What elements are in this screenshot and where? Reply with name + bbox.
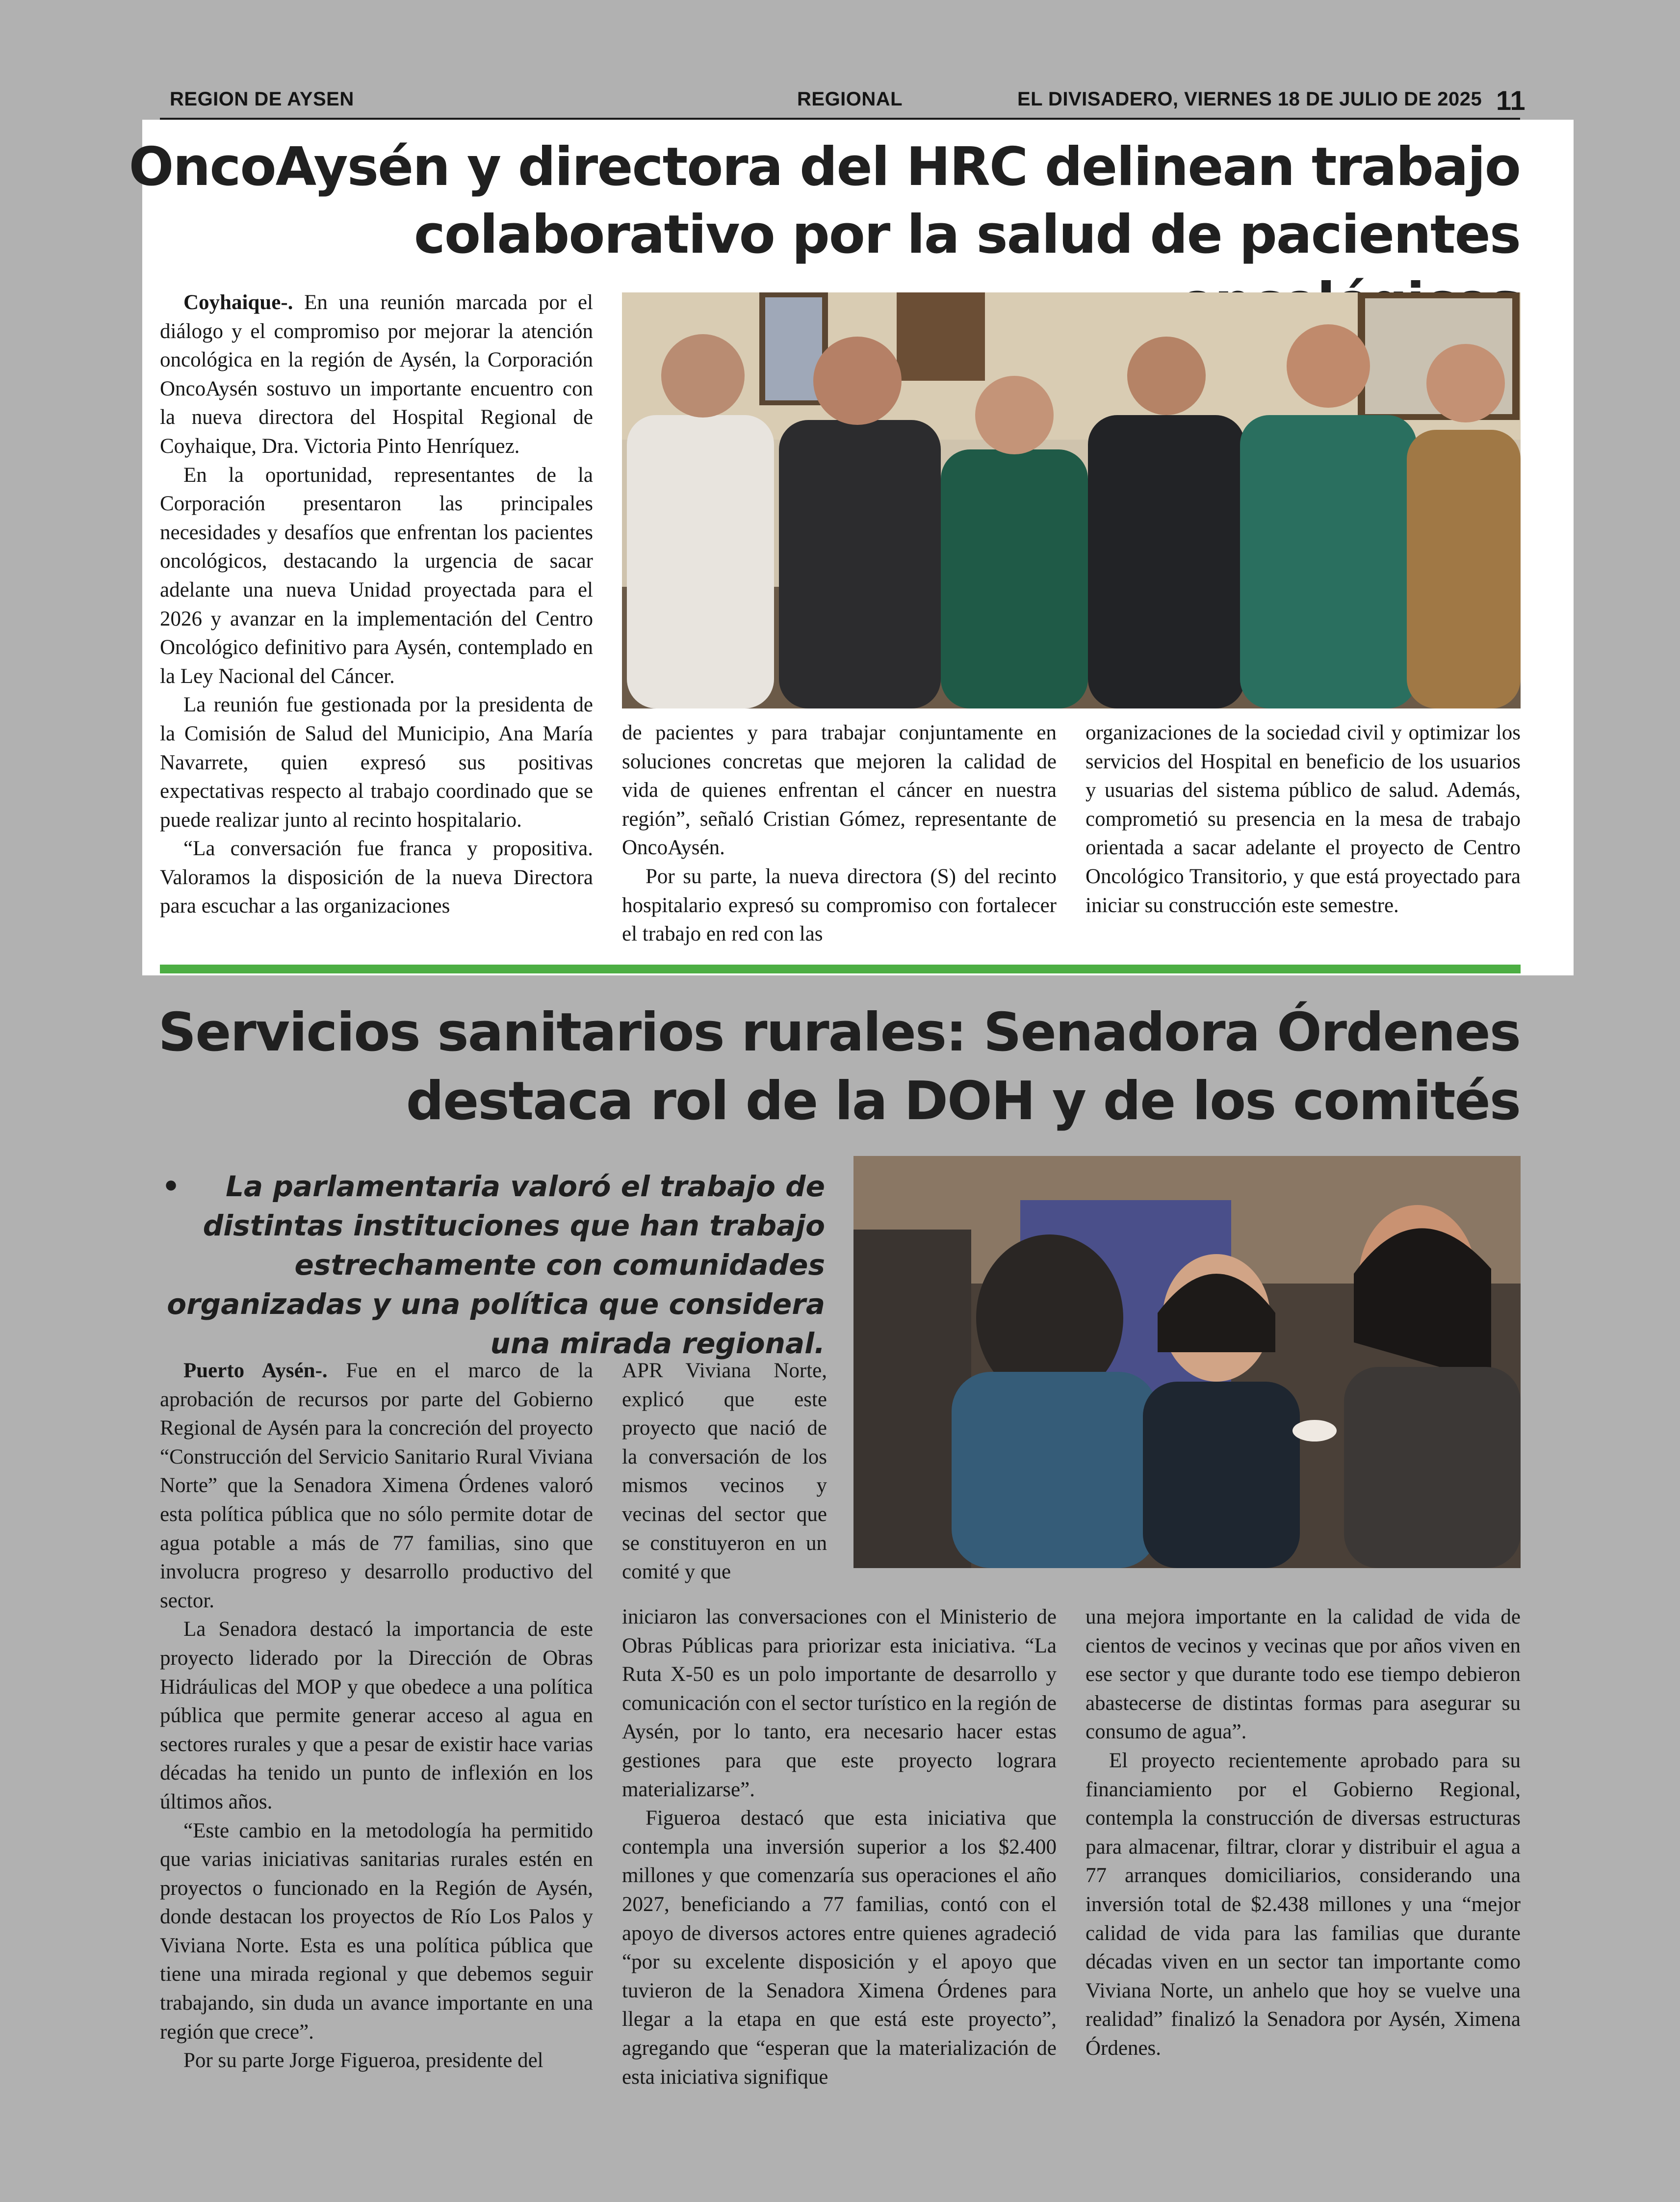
paragraph: una mejora importante en la calidad de vida de cientos de vecinos y vecinas que por años viven en ese sector y que durante todo ese tiempo debieron abastecerse de distintas formas para asegurar su consumo de agua”.: [1086, 1605, 1521, 1744]
subhead-text: La parlamentaria valoró el trabajo de distintas instituciones que han trabajo estrechamente con comunidades organizadas y una política que considera una mirada regional.: [167, 1170, 825, 1360]
article-2-column-1: [160, 1357, 593, 2075]
section-label: REGION DE AYSEN: [170, 88, 354, 110]
page-number: 11: [1496, 85, 1526, 116]
article-1-column-3: [1086, 719, 1521, 920]
paragraph: Figueroa destacó que esta iniciativa que contempla una inversión superior a los $2.400 millones y que comenzaría sus operaciones el año 2027, beneficiando a 77 familias, contó con el apoyo de diversos actores entre quienes agradeció “por su excelente disposición y el apoyo que tuvieron de la Senadora Ximena Órdenes para llegar a la etapa en que está este proyecto”, agregando que “esperan que la materialización de esta iniciativa signifique: [622, 1807, 1057, 2089]
meeting-photo-icon: [853, 1156, 1521, 1568]
bullet-icon: •: [162, 1170, 181, 1203]
article-1-dateline: Coyhaique-.: [183, 291, 293, 314]
category-label: REGIONAL: [797, 88, 903, 110]
paragraph: El proyecto recientemente aprobado para su financiamiento por el Gobierno Regional, contempla la construcción de diversas estructuras para almacenar, filtrar, clorar y distribuir el agua a 77 arranques domiciliarios, considerando una inversión total de $2.438 millones y una “mejor calidad de vida para las familias que durante décadas viven en un sector tan importante como Viviana Norte, un anhelo que hoy se vuelve una realidad” finalizó la Senadora por Aysén, Ximena Órdenes.: [1086, 1749, 1521, 2060]
dateline: EL DIVISADERO, VIERNES 18 DE JULIO DE 2025: [1017, 88, 1482, 110]
article-1-headline: OncoAysén y directora del HRC delinean trabajo colaborativo por la salud de pacientes: [129, 136, 1520, 265]
paragraph: organizaciones de la sociedad civil y optimizar los servicios del Hospital en beneficio de los usuarios y usuarias del sistema público de salud. Además, comprometió su presencia en la mesa de trabajo orientada a sacar adelante el proyecto de Centro Oncológico Transitorio, y que está proyectado para iniciar su construcción este semestre.: [1086, 721, 1521, 917]
paragraph: “Este cambio en la metodología ha permitido que varias iniciativas sanitarias rurales estén en proyectos o funcionado en la Región de Aysén, donde destacan los proyectos de Río Los Palos y Viviana Norte. Esta es una política pública que tiene una mirada regional y que debemos seguir trabajando, sin duda un avance importante en una región que crece”.: [160, 1819, 593, 2044]
paragraph: Fue en el marco de la aprobación de recursos por parte del Gobierno Regional de Aysén para la concreción del proyecto “Construcción del Servicio Sanitario Rural Viviana Norte” que la Senadora Ximena Órdenes valoró esta política pública que no sólo permite dotar de agua potable a más de 77 familias, sino que involucra progreso y desarrollo productivo del sector.: [160, 1359, 593, 1612]
paragraph: Por su parte, la nueva directora (S) del recinto hospitalario expresó su compromiso con fortalecer el trabajo en red con las: [622, 865, 1057, 946]
paragraph: APR Viviana Norte, explicó que este proyecto que nació de la conversación de los mismos vecinos y vecinas del sector que se constituyeron en un comité y que: [622, 1359, 827, 1584]
article-2-subhead: [162, 1167, 825, 1363]
paragraph: de pacientes y para trabajar conjuntamente en soluciones concretas que mejoren la calidad de vida de quienes enfrentan el cáncer en nuestra región”, señaló Cristian Gómez, representante de OncoAysén.: [622, 721, 1057, 860]
article-2-column-2-narrow: [622, 1357, 827, 1587]
paragraph: iniciaron las conversaciones con el Ministerio de Obras Públicas para priorizar esta iniciativa. “La Ruta X-50 es un polo importante de desarrollo y comunicación con el sector turístico en la región de Aysén, por lo tanto, era necesario hacer estas gestiones para que este proyecto lograra materializarse”.: [622, 1605, 1057, 1801]
paragraph: Por su parte Jorge Figueroa, presidente del: [183, 2049, 543, 2072]
article-2-photo: [853, 1156, 1521, 1568]
article-2-column-3: [1086, 1603, 1521, 2063]
paragraph: La reunión fue gestionada por la presidenta de la Comisión de Salud del Municipio, Ana María Navarrete, quien expresó sus positivas expectativas respecto al trabajo coordinado que se puede realizar junto al recinto hospitalario.: [160, 693, 593, 832]
article-2-dateline: Puerto Aysén-.: [183, 1359, 328, 1382]
article-2-column-2: [622, 1603, 1057, 2092]
group-photo-icon: [622, 292, 1521, 708]
paragraph: La Senadora destacó la importancia de este proyecto liderado por la Dirección de Obras Hidráulicas del MOP y que obedece a una política pública que permite generar acceso al agua en sectores rurales y que a pesar de existir hace varias décadas ha tenido un punto de inflexión en los últimos años.: [160, 1618, 593, 1813]
paragraph: “La conversación fue franca y propositiva. Valoramos la disposición de la nueva Directora para escuchar a las organizaciones: [160, 837, 593, 918]
article-2-headline: Servicios sanitarios rurales: Senadora Órdenes destaca rol de la DOH y de los comités: [158, 1002, 1520, 1132]
paragraph: En la oportunidad, representantes de la Corporación presentaron las principales necesidades y desafíos que enfrentan los pacientes oncológicos, destacando la urgencia de sacar adelante una nueva Unidad proyectada para el 2026 y avanzar en la implementación del Centro Oncológico definitivo para Aysén, contemplado en la Ley Nacional del Cáncer.: [160, 463, 593, 688]
article-1-column-1: [160, 288, 593, 921]
article-1-column-2: [622, 719, 1057, 949]
paragraph: En una reunión marcada por el diálogo y el compromiso por mejorar la atención oncológica en la región de Aysén, la Corporación OncoAysén sostuvo un importante encuentro con la nueva directora del Hospital Regional de Coyhaique, Dra. Victoria Pinto Henríquez.: [160, 291, 593, 458]
article-1-photo: [622, 292, 1521, 708]
accent-rule: [160, 965, 1521, 973]
